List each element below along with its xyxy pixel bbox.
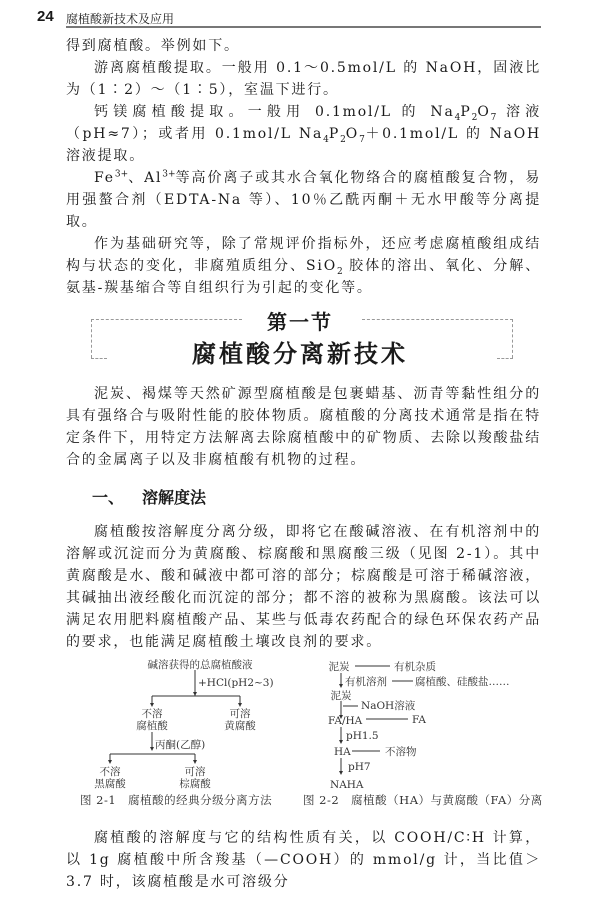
text-run: 泥炭、褐煤等天然矿源型腐植酸是包裹蜡基、沥青等黏性组分的具有强络合与吸附性能的胶体物质。腐植酸的分离技术通常是指在特定条件下，用特定方法解离去除腐植酸中的矿物质、去除以羧酸盐结合的金属离子以及非腐植酸有机物的过程。: [66, 386, 541, 468]
superscript: 3+: [162, 169, 176, 180]
subscript: 7: [490, 112, 497, 123]
text-run: 等高价离子或其水合氧化物络合的腐植酸复合物，易用强螯合剂（EDTA-Na 等）、10％乙酰丙酮＋无水甲酸等分离提取。: [66, 170, 541, 230]
fig2-node: 泥炭: [328, 661, 350, 673]
fig1-step2-label: 丙酮(乙醇): [155, 739, 206, 751]
subscript: 2: [471, 112, 478, 123]
paragraph: [66, 101, 541, 167]
fig1-top-node: 碱溶获得的总腐植酸液: [147, 659, 253, 671]
fig2-node: HA: [334, 746, 351, 758]
fig2-node: FA/HA: [328, 715, 363, 727]
page-body: [66, 0, 541, 913]
text-run: P: [328, 126, 341, 142]
fig1-node: 腐植酸: [136, 720, 168, 732]
fig1-step1-label: +HCl(pH2~3): [198, 677, 274, 689]
arrowhead: [339, 740, 343, 744]
fig1-node: 不溶: [99, 766, 121, 778]
final-text: [66, 827, 541, 893]
text-run: ＋0.1mol/L 的 NaOH 溶液提取。: [66, 126, 541, 164]
page-number: 24: [37, 8, 54, 25]
text-run: 、Al: [128, 170, 163, 186]
text-run: O: [345, 126, 360, 142]
arrowhead: [339, 684, 343, 688]
arrowhead: [193, 760, 197, 764]
text-run: 腐植酸按溶解度分离分级，即将它在酸碱溶液、在有机溶剂中的溶解或沉淀而分为黄腐酸、棕腐酸和黑腐酸三级（见图 2-1）。其中黄腐酸是水、酸和碱液中都可溶的部分；棕腐酸是可溶于稀碱溶液，其碱抽出液经酸化而沉淀的部分；都不溶的被称为黑腐酸。该法可以满足农用肥料腐植酸产品、某些与低毒农药配合的绿色环保农药产品的要求，也能满足腐植酸土壤改良剂的要求。: [66, 524, 541, 650]
arrowhead: [150, 703, 154, 707]
superscript: 3+: [114, 169, 129, 180]
paragraph: [66, 827, 541, 893]
paragraph: [66, 35, 541, 57]
text-run: Fe: [94, 170, 115, 186]
fig1-node: 不溶: [141, 708, 163, 720]
subscript: 4: [323, 134, 329, 145]
fig2-branch-label: FA: [412, 714, 426, 726]
figure-2-1-caption: 图 2-1 腐植酸的经典分级分离方法: [80, 793, 273, 807]
figures-diagrams: [0, 657, 600, 792]
fig1-node: 棕腐酸: [179, 778, 211, 790]
figure-2-1-arrowheads: [108, 692, 242, 764]
fig2-node: NAHA: [330, 779, 364, 791]
subscript: 4: [454, 112, 461, 123]
paragraph: [66, 57, 541, 101]
text-run: 胶体的溶出、氧化、分解、氨基-羰基缩合等自组织行为引起的变化等。: [66, 258, 541, 296]
fig1-node: 可溶: [229, 708, 251, 720]
text-run: 腐植酸的溶解度与它的结构性质有关，以 COOH/C∶H 计算，以 1g 腐植酸中所含羧基（—COOH）的 mmol/g 计，当比值＞3.7 时，该腐植酸是水可溶级分: [66, 830, 541, 890]
fig1-node: 可溶: [184, 766, 206, 778]
paragraph: [66, 167, 541, 233]
subsection-title: 溶解度法: [142, 488, 207, 507]
subscript: 2: [336, 266, 343, 277]
section-title: 腐植酸分离新技术: [192, 339, 408, 368]
fig2-step-label: NaOH溶液: [361, 700, 416, 712]
subscript: 2: [340, 134, 346, 145]
fig1-node: 黄腐酸: [224, 720, 256, 732]
fig2-branch-label: 不溶物: [385, 746, 417, 758]
arrowhead: [108, 760, 112, 764]
text-run: 得到腐植酸。举例如下。: [66, 38, 240, 54]
subsection-text: [66, 521, 541, 653]
paragraph: [66, 521, 541, 653]
arrowhead: [238, 703, 242, 707]
fig2-step-label: 有机溶剂: [345, 676, 387, 688]
paragraph: [66, 383, 541, 471]
paragraph: [66, 233, 541, 299]
arrowhead: [339, 771, 343, 775]
text-run: 钙镁腐植酸提取。一般用 0.1mol/L 的 Na: [94, 104, 455, 120]
text-run: 游离腐植酸提取。一般用 0.1～0.5mol/L 的 NaOH，固液比为（1∶2）～（1∶5），室温下进行。: [66, 60, 541, 98]
running-header-title: 腐植酸新技术及应用: [66, 12, 175, 26]
subsection-number: 一、: [92, 488, 125, 507]
arrowhead: [193, 692, 197, 696]
text-run: O: [477, 104, 491, 120]
section-heading: [0, 310, 600, 373]
fig1-node: 黑腐酸: [94, 778, 126, 790]
subscript: 7: [359, 134, 365, 145]
text-run: 作为基础研究等，除了常规评价指标外，还应考虑腐植酸组成结构与状态的变化，非腐殖质组分、SiO: [66, 236, 541, 274]
text-run: 溶液（pH≈7）；或者用 0.1mol/L Na: [66, 104, 542, 142]
fig2-step-label: pH7: [348, 761, 371, 773]
fig2-node: 泥炭: [330, 690, 352, 702]
section-number: 第一节: [267, 310, 333, 334]
section-intro-text: [66, 383, 541, 471]
arrowhead: [150, 747, 154, 751]
text-run: P: [460, 104, 472, 120]
fig2-branch-label: 腐植酸、硅酸盐……: [415, 676, 510, 688]
figure-2-2-caption: 图 2-2 腐植酸（HA）与黄腐酸（FA）分离: [303, 793, 543, 807]
fig2-step-label: pH1.5: [346, 730, 379, 742]
fig2-branch-label: 有机杂质: [394, 661, 436, 673]
intro-text: [66, 35, 541, 299]
subsection-heading: [92, 487, 541, 509]
figures-row: [0, 657, 600, 813]
